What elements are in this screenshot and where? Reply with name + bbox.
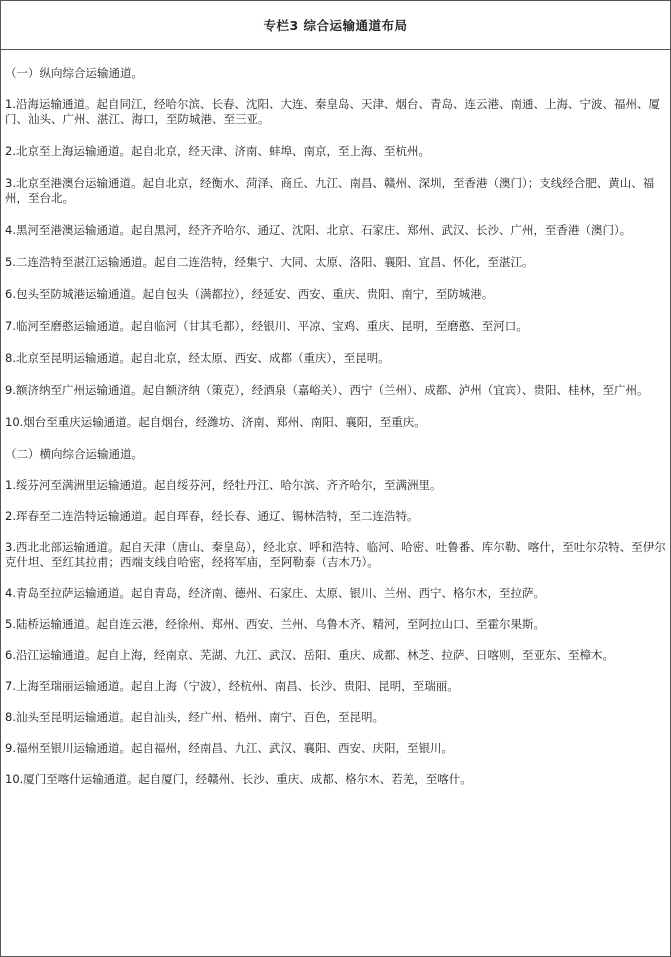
list-item: 7.上海至瑞丽运输通道。起自上海（宁波），经杭州、南昌、长沙、贵阳、昆明，至瑞丽。 — [5, 679, 459, 693]
list-item: 9.额济纳至广州运输通道。起自额济纳（策克），经酒泉（嘉峪关）、西宁（兰州）、成都、泸州（宜宾）、贵阳、桂林，至广州。 — [5, 383, 649, 397]
section-heading-horizontal: （二）横向综合运输通道。 — [5, 447, 143, 461]
list-item: 1.绥芬河至满洲里运输通道。起自绥芬河，经牡丹江、哈尔滨、齐齐哈尔，至满洲里。 — [5, 478, 442, 492]
list-item: 2.珲春至二连浩特运输通道。起自珲春，经长春、通辽、锡林浩特，至二连浩特。 — [5, 509, 419, 523]
list-item: 5.二连浩特至湛江运输通道。起自二连浩特，经集宁、大同、太原、洛阳、襄阳、宜昌、怀化，至湛江。 — [5, 255, 534, 269]
list-item: 3.西北北部运输通道。起自天津（唐山、秦皇岛），经北京、呼和浩特、临河、哈密、吐鲁番、库尔勒、喀什，至吐尔尕特、至伊尔克什坦、至红其拉甫；西端支线自哈密，经将军庙，至阿勒泰（吉木乃）。 — [5, 540, 666, 569]
list-item: 6.包头至防城港运输通道。起自包头（满都拉），经延安、西安、重庆、贵阳、南宁，至防城港。 — [5, 287, 494, 301]
list-item: 5.陆桥运输通道。起自连云港，经徐州、郑州、西安、兰州、乌鲁木齐、精河，至阿拉山口、至霍尔果斯。 — [5, 617, 545, 631]
list-item: 8.北京至昆明运输通道。起自北京，经太原、西安、成都（重庆），至昆明。 — [5, 351, 390, 365]
list-item: 4.黑河至港澳运输通道。起自黑河，经齐齐哈尔、通辽、沈阳、北京、石家庄、郑州、武汉、长沙、广州，至香港（澳门）。 — [5, 223, 632, 237]
list-item: 9.福州至银川运输通道。起自福州，经南昌、九江、武汉、襄阳、西安、庆阳，至银川。 — [5, 741, 453, 755]
panel-content — [1, 50, 670, 787]
list-item: 6.沿江运输通道。起自上海，经南京、芜湖、九江、武汉、岳阳、重庆、成都、林芝、拉萨、日喀则，至亚东、至樟木。 — [5, 648, 614, 662]
list-item: 1.沿海运输通道。起自同江，经哈尔滨、长春、沈阳、大连、秦皇岛、天津、烟台、青岛、连云港、南通、上海、宁波、福州、厦门、汕头、广州、湛江、海口，至防城港、至三亚。 — [5, 97, 660, 126]
list-item: 10.厦门至喀什运输通道。起自厦门，经赣州、长沙、重庆、成都、格尔木、若羌，至喀什。 — [5, 772, 472, 786]
panel-title: 专栏3 综合运输通道布局 — [1, 1, 670, 50]
list-item: 7.临河至磨憨运输通道。起自临河（甘其毛都），经银川、平凉、宝鸡、重庆、昆明，至磨憨、至河口。 — [5, 319, 528, 333]
list-item: 2.北京至上海运输通道。起自北京，经天津、济南、蚌埠、南京，至上海、至杭州。 — [5, 144, 430, 158]
list-item: 3.北京至港澳台运输通道。起自北京，经衡水、菏泽、商丘、九江、南昌、赣州、深圳，至香港（澳门）；支线经合肥、黄山、福州，至台北。 — [5, 176, 655, 205]
list-item: 4.青岛至拉萨运输通道。起自青岛，经济南、德州、石家庄、太原、银川、兰州、西宁、格尔木，至拉萨。 — [5, 586, 545, 600]
section-heading-vertical: （一）纵向综合运输通道。 — [5, 66, 143, 80]
list-item: 8.汕头至昆明运输通道。起自汕头，经广州、梧州、南宁、百色，至昆明。 — [5, 710, 384, 724]
list-item: 10.烟台至重庆运输通道。起自烟台，经潍坊、济南、郑州、南阳、襄阳，至重庆。 — [5, 415, 426, 429]
